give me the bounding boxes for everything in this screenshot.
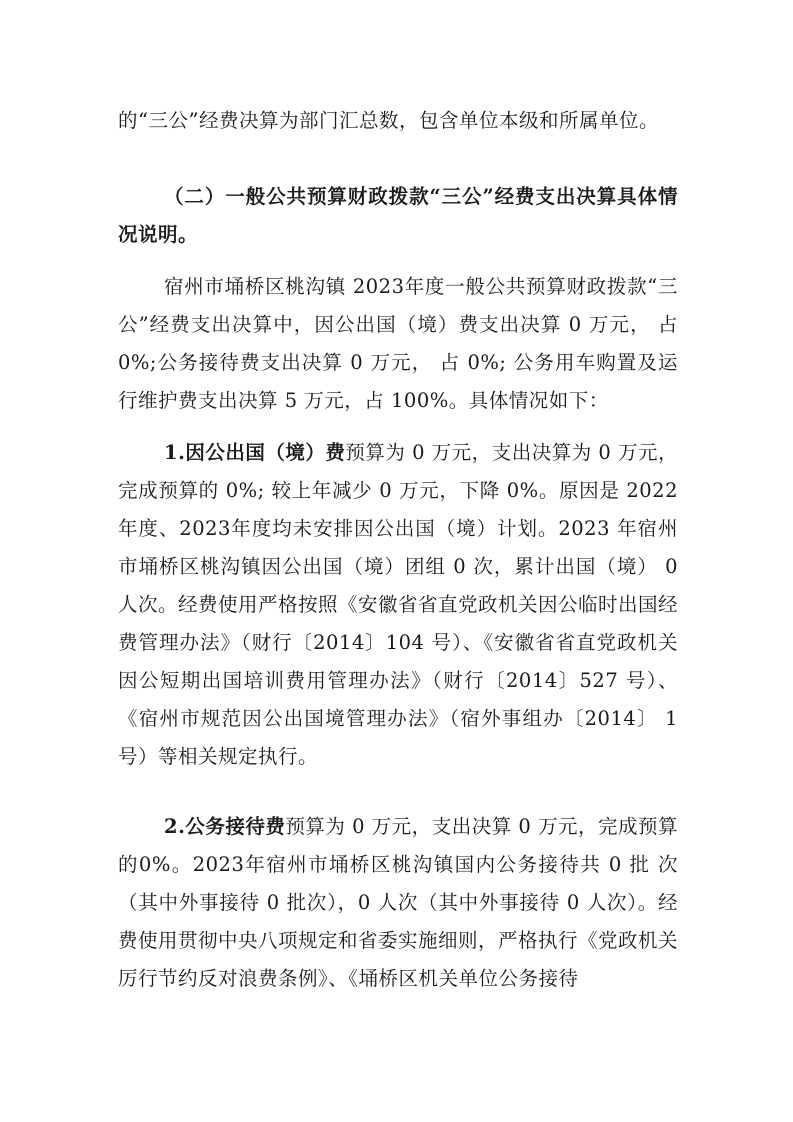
paragraph-continuation: 的“三公”经费决算为部门汇总数，包含单位本级和所属单位。 xyxy=(118,109,659,132)
item-lead-reception: 2.公务接待费 xyxy=(164,815,286,838)
paragraph-overseas-expense xyxy=(118,434,678,776)
item-body-reception: 预算为 0 万元，支出决算 0 万元，完成预算的0%。2023年宿州市埇桥区桃沟镇国内公务接待共 0 批 次（其中外事接待 0 批次），0 人次（其中外事接待 0 人次）。经费使用贯彻中央八项规定和省委实施细则，严格执行《党政机关厉行节约反对浪费条例》、《埇桥区机关单位公务接待 xyxy=(118,815,679,990)
paragraph-reception-expense xyxy=(118,808,678,998)
paragraph-summary: 宿州市埇桥区桃沟镇 2023年度一般公共预算财政拨款“三公”经费支出决算中，因公出国（境）费支出决算 0 万元， 占 0%;公务接待费支出决算 0 万元， 占 0%; 公务用车购置及运行维护费支出决算 5 万元，占 100%。具体情况如下： xyxy=(118,275,678,412)
section-heading: （二）一般公共预算财政拨款“三公”经费支出决算具体情况说明。 xyxy=(118,185,678,246)
item-lead-overseas: 1.因公出国（境）费 xyxy=(164,441,346,464)
item-body-overseas: 预算为 0 万元，支出决算为 0 万元，完成预算的 0%; 较上年减少 0 万元，下降 0%。原因是 2022 年度、2023年度均未安排因公出国（境）计划。2023 年宿州市埇桥区桃沟镇因公出国（境）团组 0 次，累计出国（境） 0 人次。经费使用严格按照《安徽省省直党政机关因公临时出国经费管理办法》（财行〔2014〕104 号）、《安徽省省直党政机关因公短期出国培训费用管理办法》（财行〔2014〕527 号）、《宿州市规范因公出国境管理办法》（宿外事组办〔2014〕 1 号）等相关规定执行。 xyxy=(118,441,679,768)
